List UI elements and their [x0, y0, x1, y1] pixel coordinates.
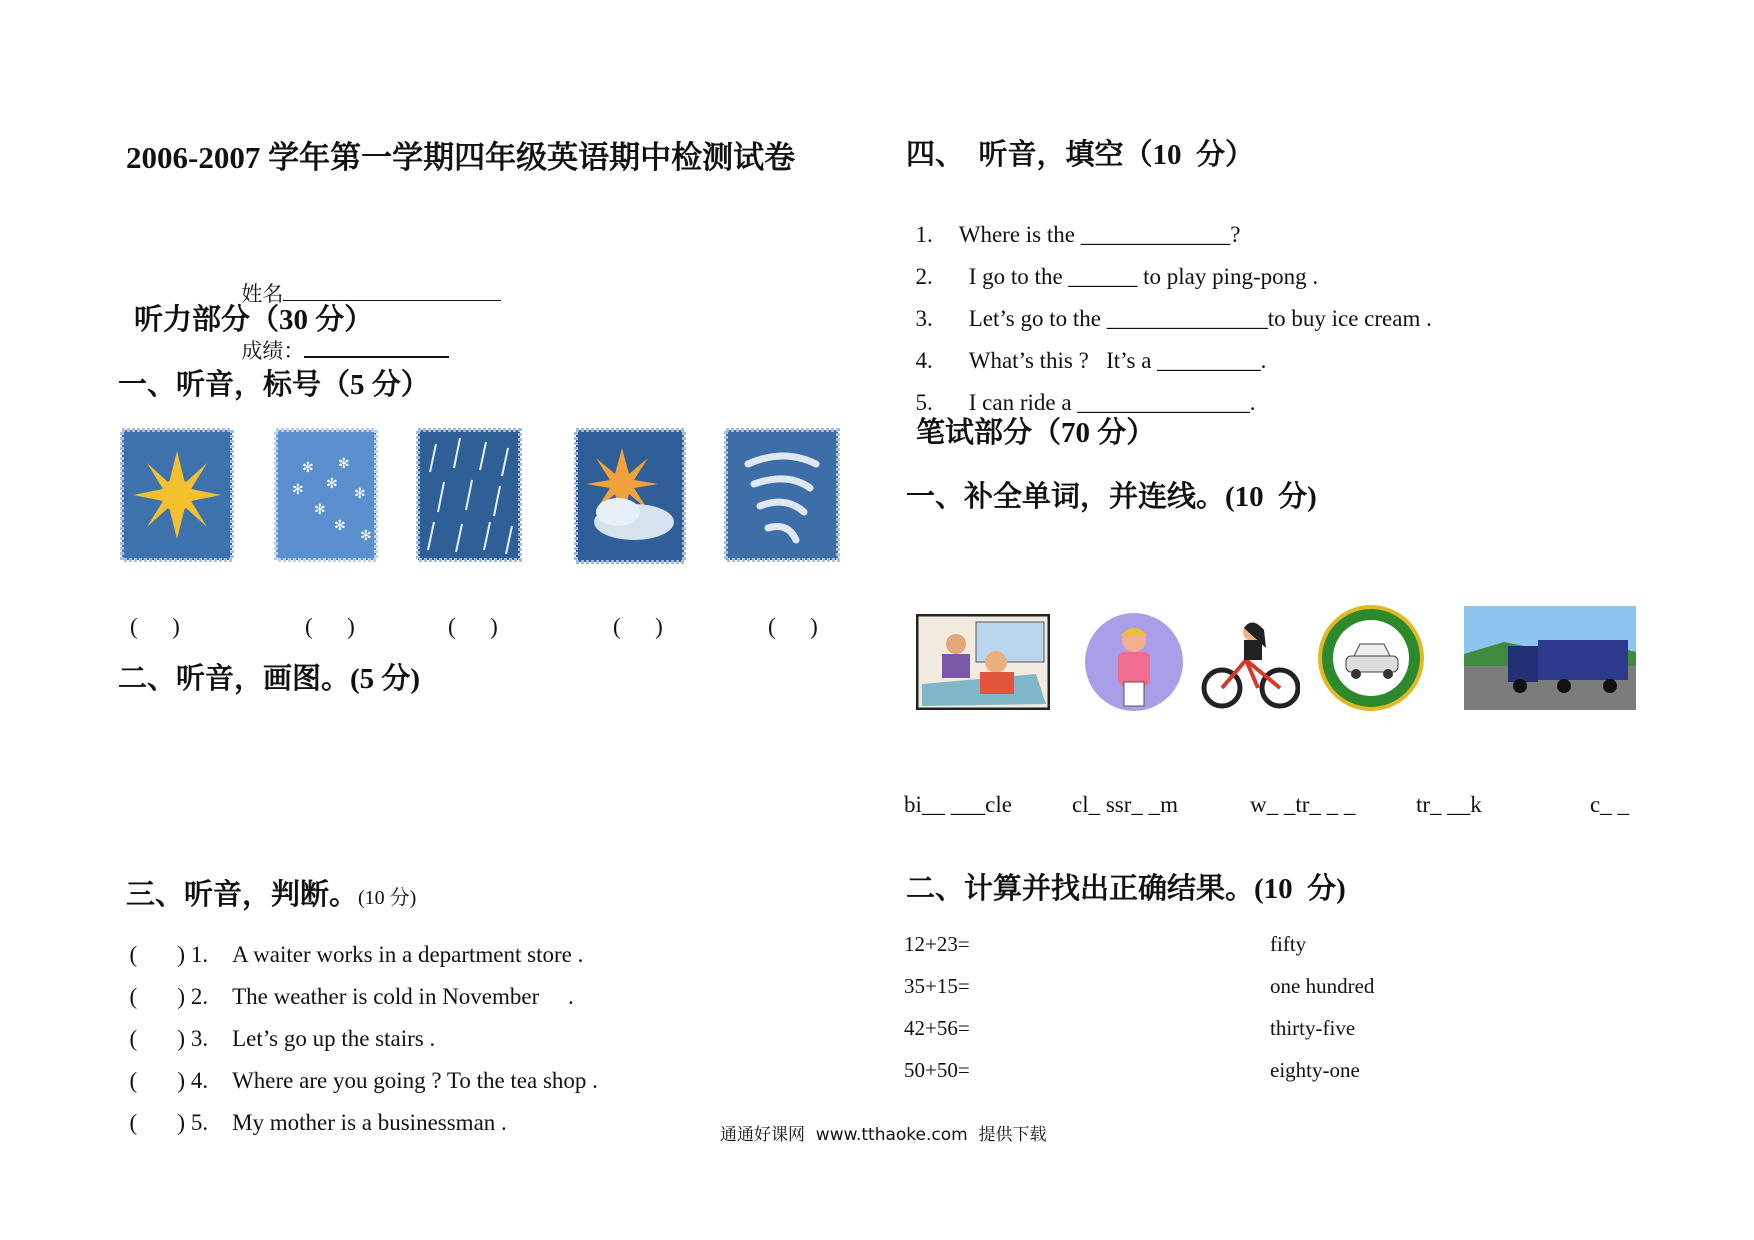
writing-section-header: 笔试部分（70 分）	[916, 417, 1156, 449]
fill-text[interactable]: I can ride a _______________.	[968, 390, 1256, 415]
fill-num: 2.	[915, 264, 933, 289]
answer-option[interactable]: fifty	[1270, 932, 1307, 956]
windy-icon	[724, 428, 840, 562]
fill-text[interactable]: I go to the ______ to play ping-pong .	[968, 264, 1319, 289]
car-sign-icon	[1318, 602, 1424, 714]
bicycle-icon	[1200, 618, 1300, 710]
answer-bracket[interactable]: ( )	[305, 614, 355, 639]
part3-heading-score: (10 分)	[358, 887, 417, 909]
answer-bracket[interactable]: ( )	[130, 614, 180, 639]
svg-text:✻: ✻	[360, 528, 372, 544]
judge-text: Where are you going ? To the tea shop .	[232, 1068, 598, 1093]
judge-text: A waiter works in a department store .	[232, 942, 584, 967]
judge-bracket[interactable]: ( ) 2.	[129, 984, 209, 1009]
svg-text:✻: ✻	[326, 476, 338, 492]
name-label: 姓名	[241, 282, 284, 306]
truck-icon	[1464, 606, 1636, 710]
part3-heading-text: 三、听音，判断。	[126, 879, 359, 911]
word-blank[interactable]: w_ _tr_ _ _	[1250, 792, 1356, 817]
fill-item	[904, 364, 1256, 416]
listening-section-header: 听力部分（30 分）	[134, 304, 374, 336]
judge-text: Let’s go up the stairs .	[232, 1026, 436, 1051]
svg-text:✻: ✻	[338, 456, 350, 472]
answer-bracket[interactable]: ( )	[448, 614, 498, 639]
sunny-icon	[120, 428, 234, 562]
listening-part2-heading: 二、听音，画图。(5 分)	[118, 663, 421, 695]
answer-option[interactable]: eighty-one	[1270, 1058, 1360, 1082]
listening-part1-heading: 一、听音，标号（5 分）	[118, 369, 430, 401]
answer-bracket[interactable]: ( )	[613, 614, 663, 639]
score-label: 成绩：	[241, 339, 305, 363]
page-title: 2006-2007 学年第一学期四年级英语期中检测试卷	[126, 140, 796, 175]
footer-text: 通通好课网 www.tthaoke.com 提供下载	[720, 1125, 1047, 1145]
sum-item: 50+50=	[904, 1058, 970, 1082]
svg-text:✻: ✻	[302, 460, 314, 476]
listening-part4-heading: 四、 听音，填空（10 分）	[906, 139, 1255, 171]
svg-text:✻: ✻	[314, 502, 326, 518]
answer-bracket[interactable]: ( )	[768, 614, 818, 639]
svg-text:✻: ✻	[334, 518, 346, 534]
judge-item	[118, 1084, 507, 1136]
waitress-icon	[1082, 612, 1186, 712]
fill-num: 4.	[915, 348, 933, 373]
rain-icon	[416, 428, 522, 562]
judge-text: My mother is a businessman .	[232, 1110, 507, 1135]
answer-option[interactable]: thirty-five	[1270, 1016, 1356, 1040]
word-blank[interactable]: cl_ ssr_ _m	[1072, 792, 1179, 817]
fill-text[interactable]: Let’s go to the ______________to buy ice cream .	[968, 306, 1432, 331]
judge-bracket[interactable]: ( ) 1.	[129, 942, 209, 967]
judge-bracket[interactable]: ( ) 5.	[129, 1110, 209, 1135]
answer-option[interactable]: one hundred	[1270, 974, 1375, 998]
word-blank[interactable]: bi__ ___cle	[904, 792, 1012, 817]
judge-bracket[interactable]: ( ) 3.	[129, 1026, 209, 1051]
writing-part1-heading: 一、补全单词，并连线。(10 分)	[906, 481, 1317, 513]
writing-part2-heading: 二、计算并找出正确结果。(10 分)	[906, 873, 1346, 905]
snow-icon	[274, 428, 378, 562]
fill-num: 1.	[915, 222, 933, 247]
fill-text[interactable]: Where is the _____________?	[958, 222, 1241, 247]
word-blank[interactable]: tr_ __k	[1416, 792, 1482, 817]
judge-bracket[interactable]: ( ) 4.	[129, 1068, 209, 1093]
classroom-icon	[916, 614, 1050, 710]
fill-num: 5.	[915, 390, 933, 415]
sum-item: 42+56=	[904, 1016, 970, 1040]
svg-text:✻: ✻	[354, 486, 366, 502]
svg-text:✻: ✻	[292, 482, 304, 498]
sum-item: 12+23=	[904, 932, 970, 956]
sum-item: 35+15=	[904, 974, 970, 998]
listening-part3-heading	[118, 854, 416, 913]
fill-text[interactable]: What’s this ? It’s a _________.	[968, 348, 1267, 373]
cloudy-icon	[574, 428, 686, 564]
judge-text: The weather is cold in November .	[232, 984, 574, 1009]
fill-num: 3.	[915, 306, 933, 331]
word-blank[interactable]: c_ _	[1590, 792, 1629, 817]
